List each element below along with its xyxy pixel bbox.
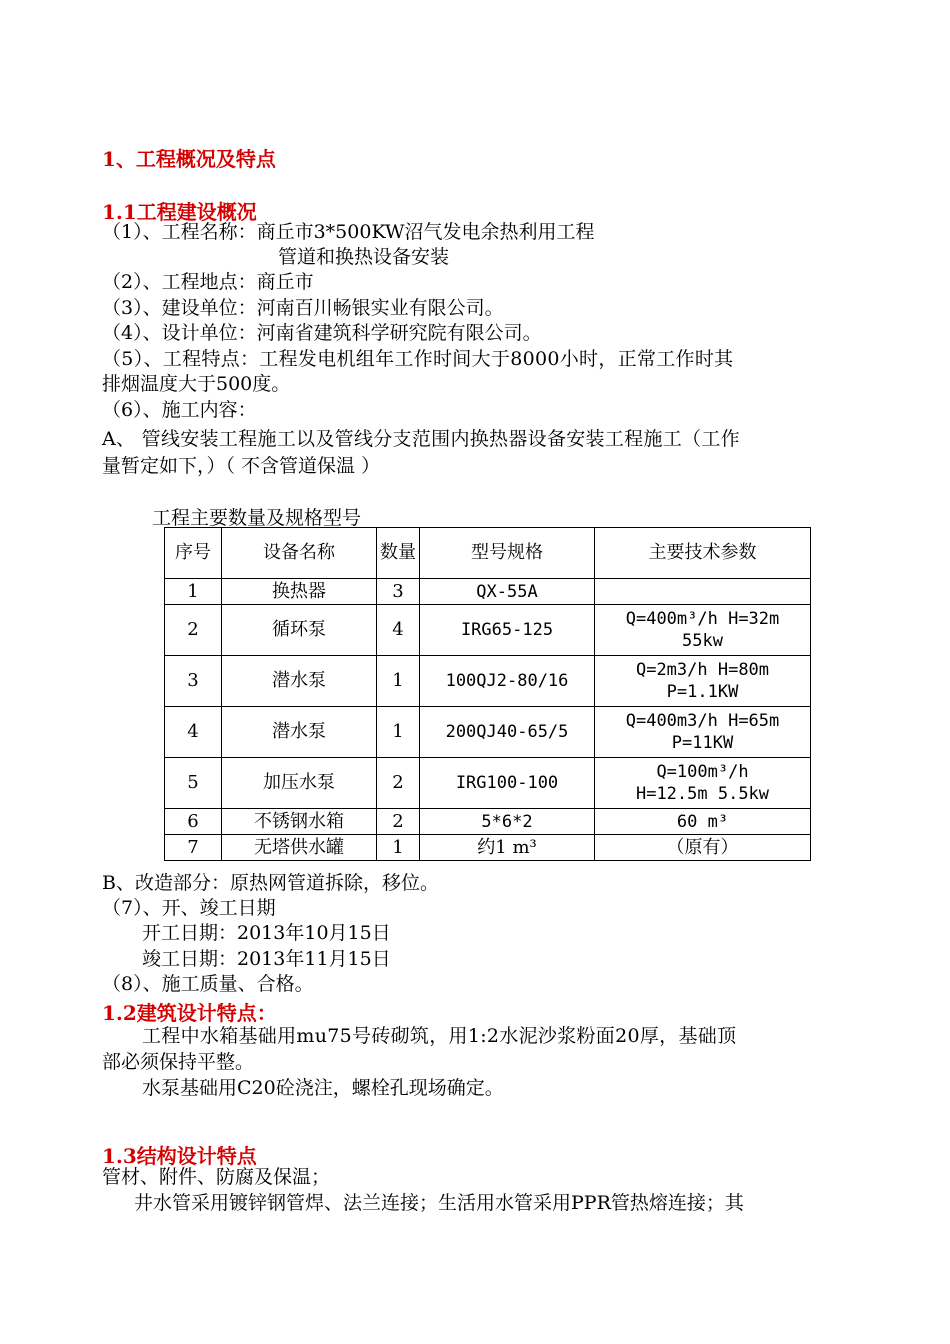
equipment-table bbox=[164, 527, 811, 861]
cell-params bbox=[595, 656, 811, 707]
cell-param-line-1: （原有） bbox=[666, 836, 739, 858]
cell-name: 无塔供水罐 bbox=[222, 835, 377, 861]
cell-params bbox=[595, 809, 811, 835]
cell-param-line-1: Q=2m3/h H=80m bbox=[635, 660, 770, 680]
header-model: 型号规格 bbox=[420, 528, 595, 579]
table-header-row bbox=[165, 528, 811, 579]
item-project-name: （1）、工程名称：商丘市3*500KW沼气发电余热利用工程 bbox=[102, 221, 595, 243]
item-finish-date: 竣工日期：2013年11月15日 bbox=[142, 948, 391, 970]
cell-params bbox=[595, 758, 811, 809]
cell-qty: 2 bbox=[377, 758, 420, 809]
cell-qty: 1 bbox=[377, 835, 420, 861]
cell-qty: 1 bbox=[377, 656, 420, 707]
cell-qty: 2 bbox=[377, 809, 420, 835]
section-1-2-line-3: 水泵基础用C20砼浇注，螺栓孔现场确定。 bbox=[142, 1077, 504, 1099]
item-project-location: （2）、工程地点：商丘市 bbox=[102, 271, 314, 293]
header-qty: 数量 bbox=[377, 528, 420, 579]
cell-no: 3 bbox=[165, 656, 222, 707]
cell-no: 7 bbox=[165, 835, 222, 861]
table-row bbox=[165, 835, 811, 861]
table-row bbox=[165, 809, 811, 835]
cell-param-line-1: Q=100m³/h bbox=[656, 762, 749, 782]
item-features: （5）、工程特点：工程发电机组年工作时间大于8000小时，正常工作时其 bbox=[102, 348, 734, 370]
cell-params bbox=[595, 835, 811, 861]
cell-name: 循环泵 bbox=[222, 605, 377, 656]
header-name: 设备名称 bbox=[222, 528, 377, 579]
section-1-1-title: 1.1工程建设概况 bbox=[102, 200, 257, 224]
cell-param-line-2: P=1.1KW bbox=[666, 682, 739, 702]
cell-model: IRG65-125 bbox=[420, 605, 595, 656]
cell-param-line-1: Q=400m3/h H=65m bbox=[625, 711, 780, 731]
item-quality: （8）、施工质量、合格。 bbox=[102, 973, 314, 995]
section-1-3-line-1: 管材、附件、防腐及保温； bbox=[102, 1166, 331, 1188]
table-row bbox=[165, 656, 811, 707]
section-1-3-line-2: 井水管采用镀锌钢管焊、法兰连接；生活用水管采用PPR管热熔连接；其 bbox=[134, 1192, 744, 1214]
cell-param-line-1: Q=400m³/h H=32m bbox=[625, 609, 780, 629]
header-params: 主要技术参数 bbox=[595, 528, 811, 579]
cell-model: QX-55A bbox=[420, 579, 595, 605]
cell-model: IRG100-100 bbox=[420, 758, 595, 809]
table-row bbox=[165, 579, 811, 605]
cell-no: 1 bbox=[165, 579, 222, 605]
table-caption: 工程主要数量及规格型号 bbox=[152, 507, 362, 529]
table-row bbox=[165, 707, 811, 758]
cell-qty: 1 bbox=[377, 707, 420, 758]
table-row bbox=[165, 605, 811, 656]
cell-qty: 4 bbox=[377, 605, 420, 656]
cell-name: 换热器 bbox=[222, 579, 377, 605]
cell-param-line-2: P=11KW bbox=[671, 733, 734, 753]
item-construction-unit: （3）、建设单位：河南百川畅银实业有限公司。 bbox=[102, 297, 504, 319]
item-dates: （7）、开、竣工日期 bbox=[102, 897, 276, 919]
cell-param-line-2: 55kw bbox=[682, 631, 723, 651]
item-scope-b: B、改造部分：原热网管道拆除，移位。 bbox=[102, 872, 439, 894]
item-features-cont: 排烟温度大于500度。 bbox=[102, 373, 291, 395]
table-row bbox=[165, 758, 811, 809]
item-scope-a: A、 管线安装工程施工以及管线分支范围内换热器设备安装工程施工（工作 bbox=[102, 428, 740, 450]
cell-params bbox=[595, 707, 811, 758]
cell-model: 约1 m³ bbox=[420, 835, 595, 861]
cell-name: 潜水泵 bbox=[222, 707, 377, 758]
section-1-2-title: 1.2建筑设计特点： bbox=[102, 1001, 277, 1025]
cell-params bbox=[595, 579, 811, 605]
section-1-2-line-2: 部必须保持平整。 bbox=[102, 1051, 255, 1073]
cell-params bbox=[595, 605, 811, 656]
cell-name: 不锈钢水箱 bbox=[222, 809, 377, 835]
cell-model: 100QJ2-80/16 bbox=[420, 656, 595, 707]
cell-qty: 3 bbox=[377, 579, 420, 605]
cell-param-line-2: H=12.5m 5.5kw bbox=[635, 784, 770, 804]
section-1-3-title: 1.3结构设计特点 bbox=[102, 1144, 257, 1168]
item-project-name-cont: 管道和换热设备安装 bbox=[278, 246, 450, 268]
item-start-date: 开工日期：2013年10月15日 bbox=[142, 922, 391, 944]
section-1-2-line-1: 工程中水箱基础用mu75号砖砌筑，用1:2水泥沙浆粉面20厚，基础顶 bbox=[142, 1025, 737, 1047]
cell-no: 2 bbox=[165, 605, 222, 656]
header-no: 序号 bbox=[165, 528, 222, 579]
cell-model: 200QJ40-65/5 bbox=[420, 707, 595, 758]
cell-no: 4 bbox=[165, 707, 222, 758]
cell-no: 5 bbox=[165, 758, 222, 809]
cell-name: 潜水泵 bbox=[222, 656, 377, 707]
heading-1: 1、工程概况及特点 bbox=[102, 147, 276, 171]
item-design-unit: （4）、设计单位：河南省建筑科学研究院有限公司。 bbox=[102, 322, 542, 344]
item-scope: （6）、施工内容： bbox=[102, 399, 257, 421]
item-scope-a-cont: 量暂定如下，）（ 不含管道保温 ） bbox=[102, 455, 381, 477]
cell-no: 6 bbox=[165, 809, 222, 835]
cell-param-line-1: 60 m³ bbox=[676, 811, 729, 832]
cell-name: 加压水泵 bbox=[222, 758, 377, 809]
cell-model: 5*6*2 bbox=[420, 809, 595, 835]
